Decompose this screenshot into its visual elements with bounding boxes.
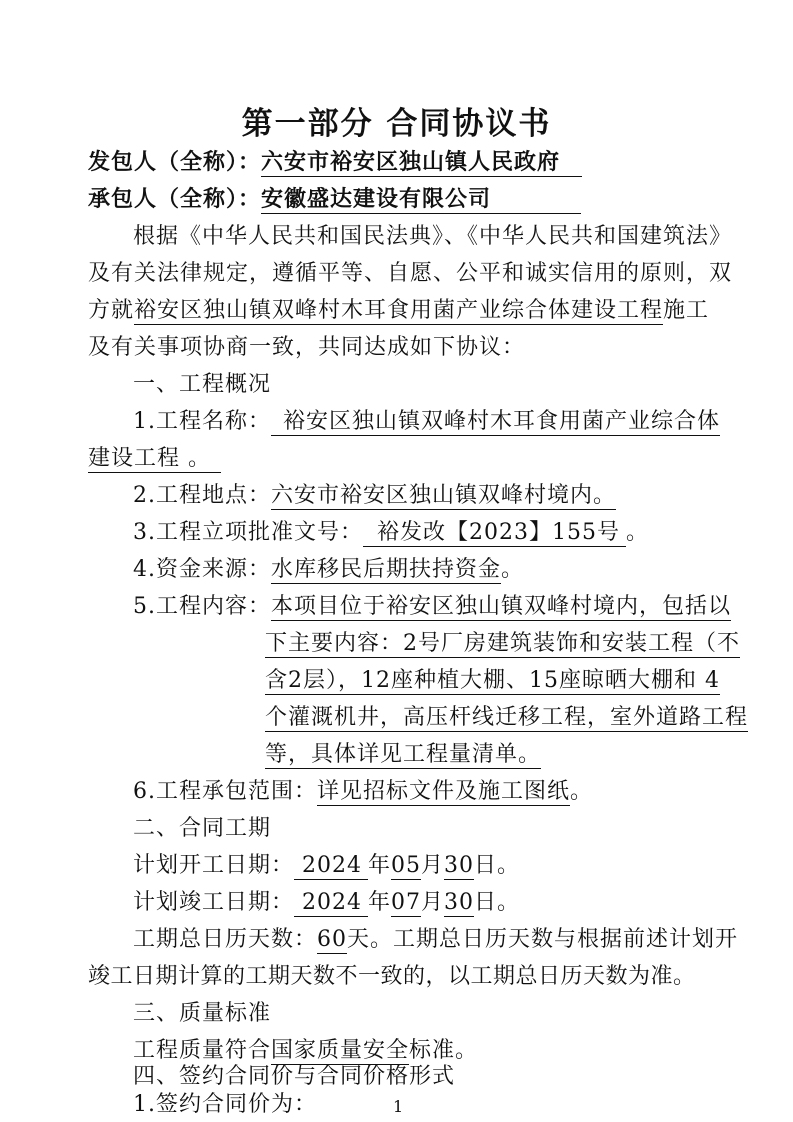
intro-post: 施工 bbox=[663, 298, 710, 323]
year-char-1: 年 bbox=[368, 853, 392, 878]
duration-line bbox=[133, 925, 738, 955]
project-name: 裕安区独山镇双峰村木耳食用菌产业综合体建设工程 bbox=[134, 298, 664, 323]
start-month: 05 bbox=[391, 853, 422, 878]
duration-value: 60 bbox=[317, 927, 348, 952]
contractor-value: 安徽盛达建设有限公司 bbox=[261, 187, 581, 214]
end-year: 2024 bbox=[294, 890, 368, 917]
location-line bbox=[133, 481, 616, 511]
page-number: 1 bbox=[393, 1097, 404, 1116]
scope-line bbox=[133, 777, 593, 807]
page-title: 第一部分 合同协议书 bbox=[241, 106, 552, 142]
intro-line-1: 根据《中华人民共和国民法典》、《中华人民共和国建筑法》 bbox=[133, 224, 733, 249]
project-name-line bbox=[133, 407, 720, 437]
content-label: 5.工程内容： bbox=[133, 594, 271, 619]
start-date-line bbox=[133, 851, 520, 881]
contractor-label: 承包人（全称）： bbox=[88, 187, 262, 212]
employer-line bbox=[88, 148, 582, 178]
content-value-1: 本项目位于裕安区独山镇双峰村境内，包括以 bbox=[271, 594, 732, 619]
location-label: 2.工程地点： bbox=[133, 483, 271, 508]
section3-heading: 三、质量标准 bbox=[133, 1001, 272, 1026]
year-char-2: 年 bbox=[368, 890, 392, 915]
content-value-5: 等，具体详见工程量清单。 bbox=[265, 742, 542, 767]
month-char-2: 月 bbox=[421, 890, 445, 915]
end-date-line bbox=[133, 888, 520, 918]
scope-label: 6.工程承包范围： bbox=[133, 779, 317, 804]
day-char-1: 日。 bbox=[474, 853, 521, 878]
approval-label: 3.工程立项批准文号： bbox=[133, 520, 363, 545]
start-label: 计划开工日期： bbox=[133, 853, 295, 878]
section4-heading: 四、签约合同价与合同价格形式 bbox=[133, 1064, 456, 1089]
intro-line-3 bbox=[88, 296, 709, 326]
content-value-4: 个灌溉机井，高压杆线迁移工程，室外道路工程 bbox=[265, 705, 749, 730]
employer-value: 六安市裕安区独山镇人民政府 bbox=[261, 150, 582, 177]
fund-label: 4.资金来源： bbox=[133, 557, 271, 582]
section1-heading: 一、工程概况 bbox=[133, 372, 272, 397]
fund-line bbox=[133, 555, 524, 585]
approval-value: 裕发改【2023】155号 bbox=[363, 520, 626, 547]
section2-heading: 二、合同工期 bbox=[133, 816, 272, 841]
duration-line-2: 竣工日期计算的工期天数不一致的，以工期总日历天数为准。 bbox=[88, 964, 696, 989]
month-char-1: 月 bbox=[421, 853, 445, 878]
duration-label: 工期总日历天数： bbox=[133, 927, 318, 952]
employer-label: 发包人（全称）： bbox=[88, 150, 262, 175]
project-name-value-1: 裕安区独山镇双峰村木耳食用菌产业综合体 bbox=[271, 409, 720, 436]
content-value-3: 含2层），12座种植大棚、15座晾晒大棚和 4 bbox=[265, 668, 720, 693]
content-value-2: 下主要内容：2号厂房建筑装饰和安装工程（不 bbox=[265, 631, 740, 656]
day-char-2: 日。 bbox=[474, 890, 521, 915]
project-name-value-2: 建设工程 bbox=[88, 446, 188, 473]
fund-end: 。 bbox=[501, 557, 525, 582]
content-line-3 bbox=[265, 666, 720, 696]
contract-price-item: 1.签约合同价为： bbox=[133, 1092, 317, 1117]
start-day: 30 bbox=[444, 853, 475, 878]
content-line-5 bbox=[265, 740, 541, 770]
quality-pre: 工程质量符合 bbox=[133, 1038, 272, 1063]
content-line-2 bbox=[265, 629, 740, 659]
start-year: 2024 bbox=[294, 853, 368, 880]
project-name-line-2 bbox=[88, 444, 221, 474]
approval-end: 。 bbox=[625, 520, 649, 545]
location-value: 六安市裕安区独山镇双峰村境内。 bbox=[271, 483, 617, 508]
intro-line-4: 及有关事项协商一致，共同达成如下协议： bbox=[88, 335, 526, 360]
content-line-1 bbox=[133, 592, 731, 622]
intro-pre: 方就 bbox=[88, 298, 135, 323]
end-month: 07 bbox=[391, 890, 422, 915]
duration-tail: 天。工期总日历天数与根据前述计划开 bbox=[347, 927, 739, 952]
approval-line bbox=[133, 518, 649, 548]
content-line-4 bbox=[265, 703, 748, 733]
end-label: 计划竣工日期： bbox=[133, 890, 295, 915]
intro-line-2: 及有关法律规定，遵循平等、自愿、公平和诚实信用的原则，双 bbox=[88, 261, 733, 286]
fund-value: 水库移民后期扶持资金 bbox=[271, 557, 502, 582]
project-name-end: 。 bbox=[188, 446, 221, 473]
quality-post: 标准。 bbox=[409, 1038, 479, 1063]
end-day: 30 bbox=[444, 890, 475, 915]
quality-value: 国家质量安全 bbox=[271, 1038, 410, 1063]
project-name-label: 1.工程名称： bbox=[133, 409, 271, 434]
scope-value: 详见招标文件及施工图纸 bbox=[317, 779, 571, 804]
scope-end: 。 bbox=[570, 779, 594, 804]
contractor-line bbox=[88, 185, 581, 215]
